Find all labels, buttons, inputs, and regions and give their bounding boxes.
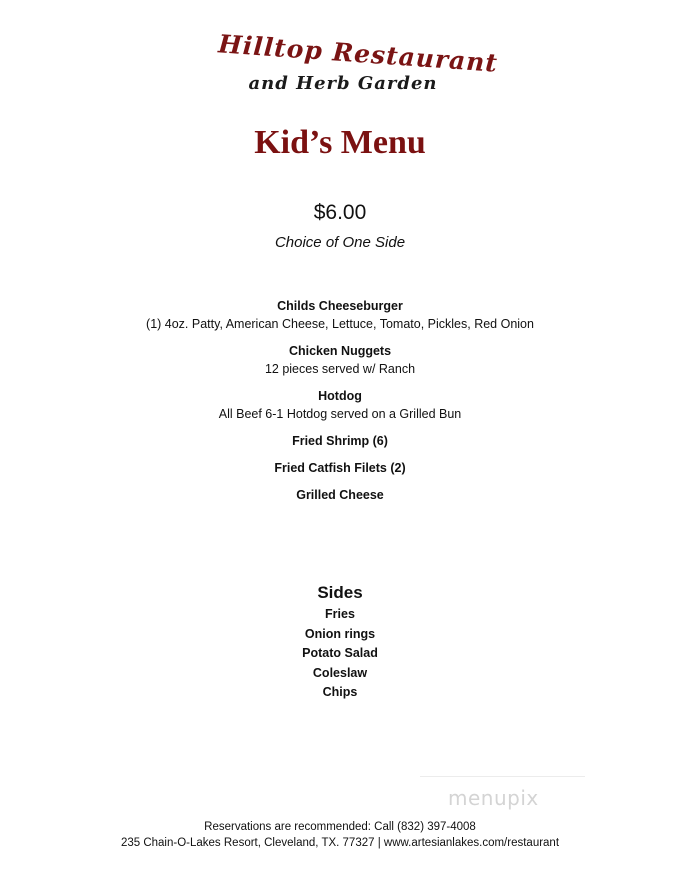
side-item: Potato Salad — [302, 646, 378, 660]
page-title: Kid’s Menu — [254, 124, 426, 161]
menu-item-description: 12 pieces served w/ Ranch — [264, 362, 416, 376]
footer-reservations: Reservations are recommended: Call (832) 397-4008 — [204, 821, 476, 833]
menu-item — [0, 342, 680, 378]
footer-address: 235 Chain-O-Lakes Resort, Cleveland, TX. 77327 | www.artesianlakes.com/restaurant — [120, 837, 560, 849]
menu-item-description: All Beef 6-1 Hotdog served on a Grilled Bun — [218, 407, 462, 421]
menu-item — [0, 486, 680, 504]
sides-heading: Sides — [317, 583, 363, 602]
side-item: Chips — [322, 685, 358, 699]
menu-item-name: Chicken Nuggets — [288, 344, 392, 358]
menu-items-list — [0, 297, 680, 513]
side-item: Coleslaw — [312, 665, 368, 680]
menu-item — [0, 387, 680, 423]
logo-herb-garden: and Herb Garden — [248, 73, 438, 94]
menu-item — [0, 432, 680, 450]
menu-item-name: Fried Shrimp (6) — [292, 434, 388, 448]
menu-item-description: (1) 4oz. Patty, American Cheese, Lettuce, Tomato, Pickles, Red Onion — [146, 317, 534, 331]
menu-item — [0, 459, 680, 477]
menu-item-name: Grilled Cheese — [296, 488, 384, 502]
menu-item-name: Childs Cheeseburger — [277, 299, 403, 313]
logo-restaurant-name: Hilltop Restaurant — [217, 29, 499, 78]
menu-item-name: Hotdog — [318, 389, 362, 403]
side-item: Fries — [325, 607, 355, 621]
menu-item-name: Fried Catfish Filets (2) — [274, 461, 406, 475]
menupix-watermark: menupix — [448, 786, 539, 810]
watermark-divider — [420, 776, 585, 777]
menu-price: $6.00 — [313, 201, 367, 224]
price-note: Choice of One Side — [274, 234, 406, 251]
side-item: Onion rings — [304, 626, 376, 641]
sides-list — [0, 605, 680, 703]
menu-item — [0, 297, 680, 333]
